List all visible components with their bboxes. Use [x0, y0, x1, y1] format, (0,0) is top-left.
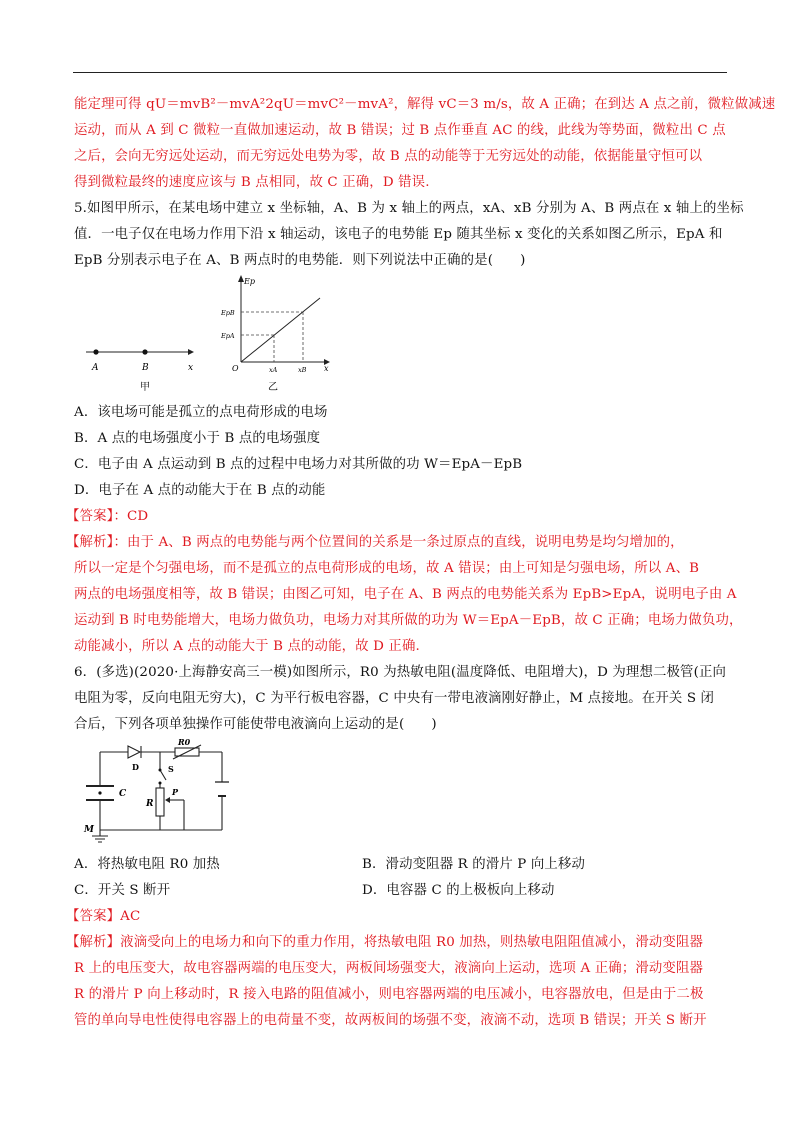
q5-option-a: A．该电场可能是孤立的点电荷形成的电场: [74, 405, 328, 420]
rheostat-body: [156, 788, 164, 816]
label-c: C: [119, 789, 127, 799]
q6-stem-line: 合后，下列各项单独操作可能使带电液滴向上运动的是( ): [74, 717, 437, 732]
x-axis-arrow: [188, 349, 194, 355]
label-a: A: [92, 363, 99, 373]
ep-line: [241, 298, 320, 362]
switch-blade: [160, 770, 166, 780]
label-r: R: [146, 799, 154, 809]
circuit-diagram: [80, 738, 245, 846]
tick-epa: EpA: [221, 332, 235, 340]
switch-contact: [159, 769, 162, 772]
q5-stem-line: 值．一电子仅在电场力作用下沿 x 轴运动，该电子的电势能 Ep 随其坐标 x 变化的关系如图乙所示，EpA 和: [74, 227, 723, 242]
point-b: [142, 349, 147, 354]
q5-stem-line: 5.如图甲所示，在某电场中建立 x 坐标轴，A、B 为 x 轴上的两点，xA、xB 分别为 A、B 两点在 x 轴上的坐标: [74, 201, 744, 216]
caption-jia: 甲: [140, 382, 150, 393]
q6-option-a: A．将热敏电阻 R0 加热: [74, 857, 220, 872]
switch-contact: [159, 782, 162, 785]
tick-epb: EpB: [221, 309, 235, 317]
q6-stem-line: 6．(多选)(2020·上海静安高三一模)如图所示，R0 为热敏电阻(温度降低、电阻增大)，D 为理想二极管(正向: [74, 665, 727, 680]
caption-yi: 乙: [268, 382, 278, 393]
label-d: D: [132, 762, 139, 772]
prev-answer-line: 之后，会向无穷远处运动，而无穷远处电势为零，故 B 点的动能等于无穷远处的动能，依据能量守恒可以: [74, 149, 703, 164]
q6-analysis-line: R 的滑片 P 向上移动时，R 接入电路的阻值减小，则电容器两端的电压减小，电容器放电，但是由于二极: [74, 987, 704, 1002]
q6-stem-line: 电阻为零，反向电阻无穷大)，C 为平行板电容器，C 中央有一带电液滴刚好静止，M 点接地。在开关 S 闭: [74, 691, 715, 706]
q5-answer: 【答案】：CD: [66, 509, 149, 524]
tick-xb: xB: [298, 366, 307, 374]
q5-option-b: B．A 点的电场强度小于 B 点的电场强度: [74, 431, 321, 446]
tick-xa: xA: [269, 366, 278, 374]
q6-analysis-line: 管的单向导电性使得电容器上的电荷量不变，故两板间的场强不变，液滴不动，选项 B 错误；开关 S 断开: [74, 1013, 707, 1028]
q5-analysis-line: 运动到 B 时电势能增大，电场力做负功，电场力对其所做的功为 W＝EpA－EpB，故 C 正确；电场力做负功，: [74, 613, 743, 628]
prev-answer-line: 运动，而从 A 到 C 微粒一直做加速运动，故 B 错误；过 B 点作垂直 AC 的线，此线为等势面，微粒出 C 点: [74, 123, 726, 138]
point-a: [93, 349, 98, 354]
q5-option-d: D．电子在 A 点的动能大于在 B 点的动能: [74, 483, 326, 498]
droplet-dot: [98, 791, 101, 794]
figure-yi: [220, 270, 340, 396]
x-label: x: [324, 364, 329, 373]
prev-answer-line: 能定理可得 qU＝mvB²－mvA²2qU＝mvC²－mvA²，解得 vC＝3 m/s，故 A 正确；在到达 A 点之前，微粒做减速: [74, 97, 776, 112]
q6-analysis-line: R 上的电压变大，故电容器两端的电压变大，两板间场强变大，液滴向上运动，选项 A 正确；滑动变阻器: [74, 961, 704, 976]
y-label: Ep: [244, 277, 255, 286]
q5-analysis-line: 所以一定是个匀强电场，而不是孤立的点电荷形成的电场，故 A 错误；由上可知是匀强电场，所以 A、B: [74, 561, 700, 576]
label-r0: R0: [178, 738, 191, 747]
label-p: P: [172, 787, 179, 797]
label-b: B: [142, 363, 149, 373]
q6-answer: 【答案】AC: [66, 909, 141, 924]
label-s: S: [168, 764, 174, 774]
q5-analysis-line: 【解析】：由于 A、B 两点的电势能与两个位置间的关系是一条过原点的直线，说明电势是均匀增加的，: [66, 535, 684, 550]
q5-option-c: C．电子由 A 点运动到 B 点的过程中电场力对其所做的功 W＝EpA－EpB: [74, 457, 523, 472]
diode-icon: [128, 746, 140, 758]
label-x: x: [188, 363, 194, 373]
q5-stem-line: EpB 分别表示电子在 A、B 两点时的电势能．则下列说法中正确的是( ): [74, 253, 526, 268]
q6-option-b: B．滑动变阻器 R 的滑片 P 向上移动: [362, 857, 586, 872]
q6-option-c: C．开关 S 断开: [74, 883, 171, 898]
header-rule: [73, 72, 727, 73]
label-m: M: [84, 825, 94, 835]
q5-analysis-line: 两点的电场强度相等，故 B 错误；由图乙可知，电子在 A、B 两点的电势能关系为 EpB>EpA，说明电子由 A: [74, 587, 737, 602]
q6-analysis-line: 【解析】液滴受向上的电场力和向下的重力作用，将热敏电阻 R0 加热，则热敏电阻阻值减小，滑动变阻器: [66, 935, 704, 950]
thermistor-slash: [173, 745, 201, 759]
q5-analysis-line: 动能减小，所以 A 点的动能大于 B 点的动能，故 D 正确.: [74, 639, 420, 654]
q6-option-d: D．电容器 C 的上极板向上移动: [362, 883, 555, 898]
slider-arrow-icon: [165, 797, 170, 803]
figure-jia: [84, 340, 204, 396]
prev-answer-line: 得到微粒最终的速度应该与 B 点相同，故 C 正确，D 错误.: [74, 175, 430, 190]
origin-label: O: [232, 364, 239, 373]
